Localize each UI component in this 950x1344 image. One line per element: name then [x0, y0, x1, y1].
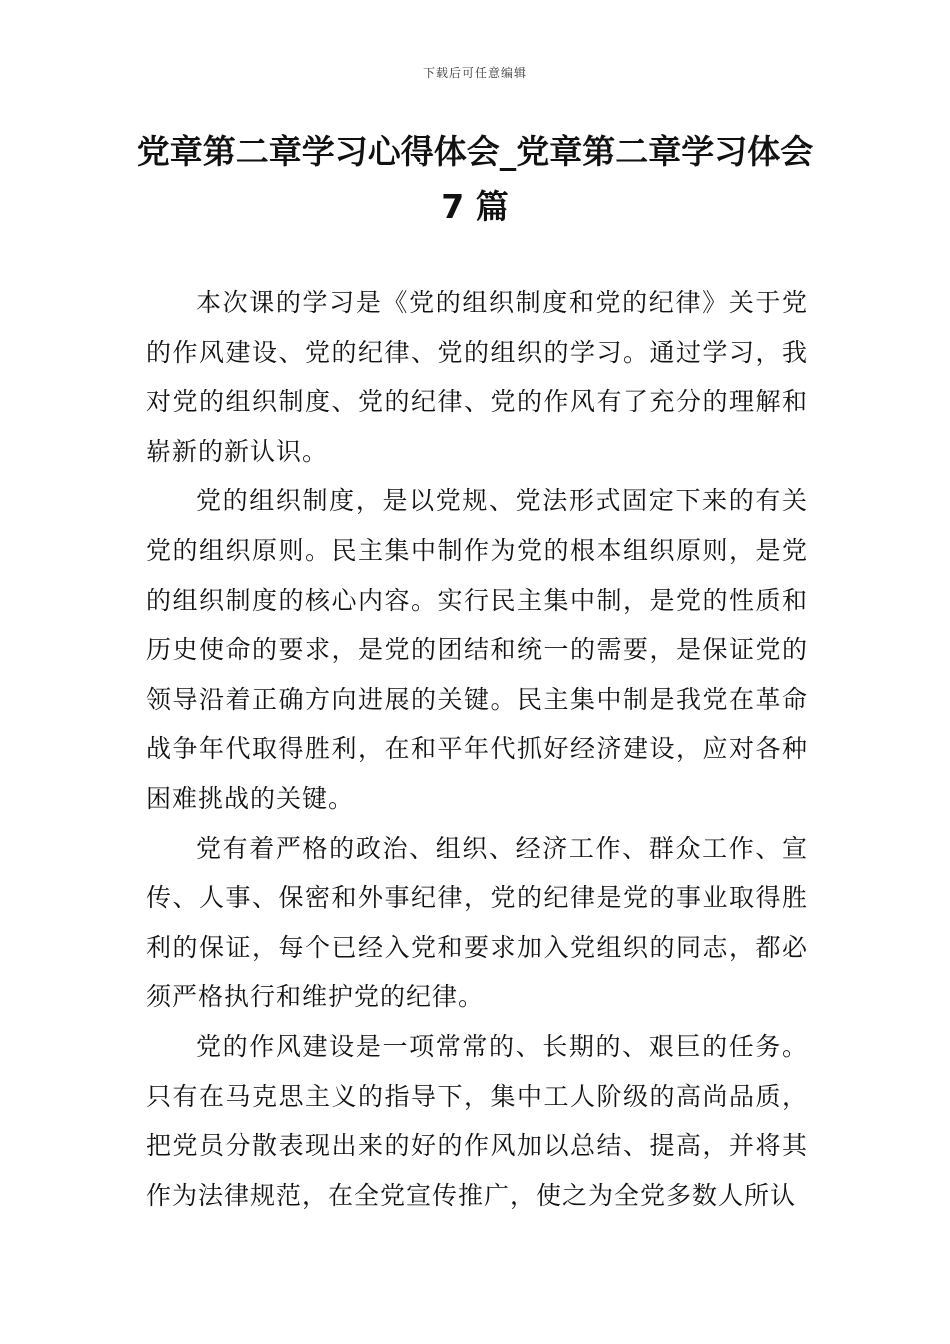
paragraph: 党的组织制度，是以党规、党法形式固定下来的有关党的组织原则。民主集中制作为党的根本组织原则，是党的组织制度的核心内容。实行民主集中制，是党的性质和历史使命的要求，是党的团结和统一的需要，是保证党的领导沿着正确方向进展的关键。民主集中制是我党在革命战争年代取得胜利，在和平年代抓好经济建设，应对各种困难挑战的关键。	[146, 486, 808, 813]
paragraph: 本次课的学习是《党的组织制度和党的纪律》关于党的作风建设、党的纪律、党的组织的学习。通过学习，我对党的组织制度、党的纪律、党的作风有了充分的理解和崭新的新认识。	[146, 288, 808, 466]
document-body	[146, 278, 808, 1220]
paragraph: 党的作风建设是一项常常的、长期的、艰巨的任务。只有在马克思主义的指导下，集中工人阶级的高尚品质，把党员分散表现出来的好的作风加以总结、提高，并将其作为法律规范，在全党宣传推广，使之为全党多数人所认	[146, 1031, 808, 1210]
paragraph: 党有着严格的政治、组织、经济工作、群众工作、宣传、人事、保密和外事纪律，党的纪律是党的事业取得胜利的保证，每个已经入党和要求加入党组织的同志，都必须严格执行和维护党的纪律。	[146, 833, 808, 1012]
header-note: 下载后可任意编辑	[422, 66, 527, 80]
document-title: 党章第二章学习心得体会_党章第二章学习体会 7 篇	[136, 132, 814, 226]
